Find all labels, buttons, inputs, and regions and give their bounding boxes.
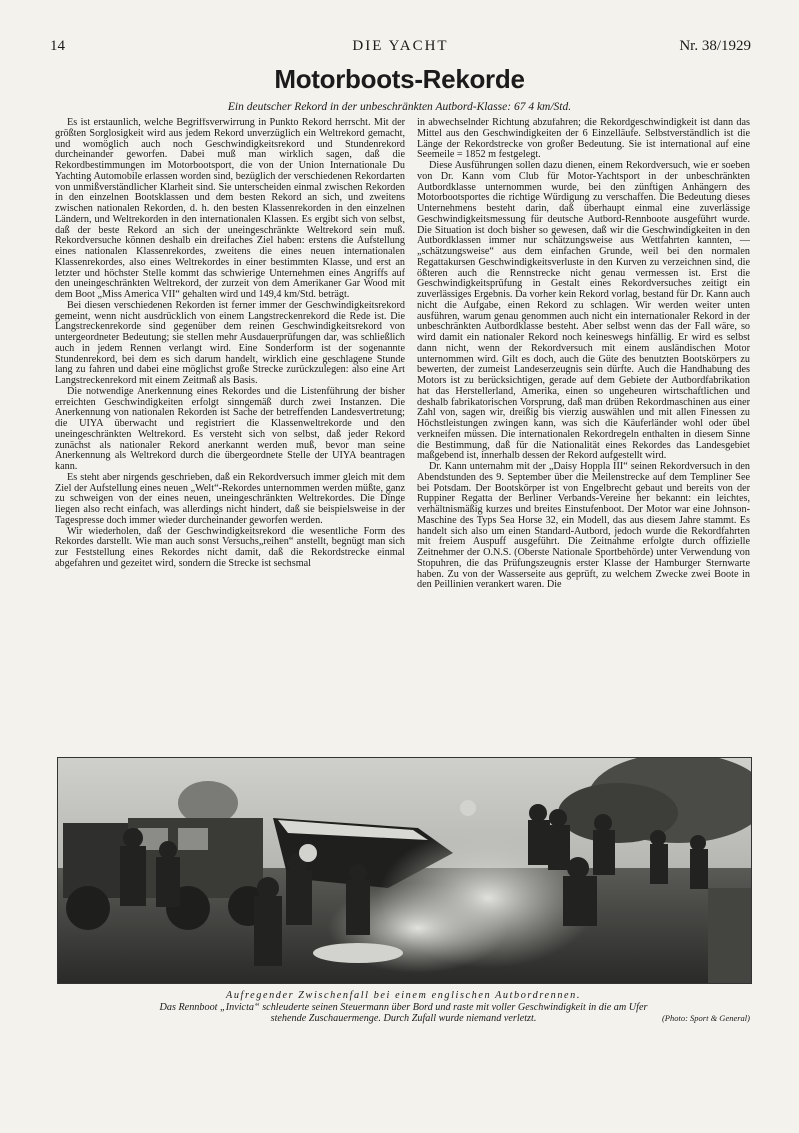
page-header	[50, 38, 751, 56]
article-column-right	[417, 118, 750, 743]
paragraph: Es ist erstaunlich, welche Begriffsverwirrung in Punkto Rekord herrscht. Mit der größten Sorglosigkeit wird aus jedem Rekord unverzüglich ein Weltrekord gemacht, und womöglich auch noch Geschwindigkeitsrekord und Stundenrekord durcheinander geworfen. Dabei muß man wirklich sagen, daß die Rekordbestimmungen im Motorbootsport, die von der Union Internationale Du Yachting Automobile erlassen worden sind, bezüglich der verschiedenen Rekordarten von unmißverständlicher Klarheit sind. Sie unterscheiden einmal zwischen Rekorden in den einzelnen Bootsklassen und dem besten Rekord an sich, und zweitens zwischen nationalen Rekorden, d. h. den besten Klassenrekorden in den einzelnen Ländern, und Weltrekorden in den internationalen Klassen. Es ergibt sich von selbst, daß der beste Rekord an sich der uneingeschränkte Weltrekord sein muß. Rekordversuche können deshalb ein dreifaches Ziel haben: erstens die Aufstellung eines nationalen Klassenrekordes, zweitens die eines neuen internationalen Klassenrekordes, also eines Weltrekordes in einer bestimmten Klasse, und erst an letzter und höchster Stelle kommt das schwierige Unternehmen eines Angriffs auf den uneingeschränkten Weltrekord, der zurzeit von dem Amerikaner Gar Wood mit dem Boot „Miss America VII“ gehalten wird und 149,4 km/Std. beträgt.	[55, 118, 405, 300]
issue-number: Nr. 38/1929	[679, 38, 751, 54]
article-column-left	[55, 118, 405, 743]
paragraph: in abwechselnder Richtung abzufahren; die Rekordgeschwindigkeit ist dann das Mittel aus den Geschwindigkeiten der 6 Einzelläufe. Selbstverständlich ist die Länge der Rekordstrecke von großer Bedeutung. Sie ist international auf eine Seemeile = 1852 m festgelegt.	[417, 118, 750, 161]
article-title: Motorboots-Rekorde	[274, 64, 525, 94]
masthead: DIE YACHT	[352, 38, 449, 54]
paragraph: Diese Ausführungen sollen dazu dienen, einem Rekordversuch, wie er soeben von Dr. Kann vom Club für Motor-Yachtsport in der unbeschränkten Autbordklasse unternommen wurde, bei den zünftigen Anhängern des Motorbootsportes die richtige Würdigung zu verschaffen. Die Bedeutung dieses Unternehmens besteht darin, daß überhaupt einmal eine zuverlässige Geschwindigkeitsmessung für deutsche Autbord-Rennboote ausgeführt wurde. Die Situation ist doch bisher so gewesen, daß wir die Geschwindigkeiten in den Autbordklassen immer nur schätzungsweise aus Wettfahrten kannten, — „schätzungsweise“ aus dem einfachen Grunde, weil bei den normalen Regattakursen Geschwindigkeitsverluste in den Kurven zu verzeichnen sind, die ößteren auch die Rennstrecke nicht genau vermessen ist. Erst die Geschwindigkeitsprüfung in Gestalt eines Rekordversuches zeitigt ein zuverlässiges Ergebnis. Da vorher kein Rekord vorlag, bestand für Dr. Kann auch nicht die Aufgabe, einen Rekord zu schlagen. Wir werden weiter unten ausführen, warum genau genommen auch nicht ein internationaler Rekord in der unbeschränkten Autbordklasse besteht. Aber selbst wenn das der Fall wäre, so wird damit ein nationaler Rekord noch keineswegs hinfällig. Er wird es selbst dann nicht, wenn der Rekordversuch mit einem ausländischen Motor unternommen wird. Gilt es doch, auch die Güte des benutzten Bootskörpers zu bewerten, der zumeist Landeserzeugnis sein dürfte. Auch die Handhabung des Motors ist zu berücksichtigen, gerade auf dem Gebiete der Autbordfabrikation hat das Herstellerland, Amerika, einen so ungeheuren wirtschaftlichen und deshalb fabrikatorischen Vorsprung, daß man drüben Rekordmaschinen aus einer Zahl von, sagen wir, dreißig bis vierzig auswählen und mit allen Finessen zu Höchstleistungen zwingen kann, was sich die Käuferländer wohl oder übel verkneifen müssen. Die internationalen Rekordregeln enthalten in diesem Sinne die Bestimmung, daß für die Nationalität eines Rekordes das Landesgebiet maßgebend ist, innerhalb dessen der Rekord aufgestellt wird.	[417, 160, 750, 462]
caption-line-2: Das Rennboot „Invicta“ schleuderte seinen Steuermann über Bord und raste mit voller Geschwindigkeit in die am Ufer	[159, 1001, 648, 1013]
paragraph: Die notwendige Anerkennung eines Rekordes und die Listenführung der bisher erreichten Geschwindigkeiten erfolgt sinngemäß durch zwei Instanzen. Die Anerkennung von nationalen Rekorden ist Sache der betreffenden Landesvertretung; die UIYA überwacht und registriert die Klassenweltrekorde und den uneingeschränkten Weltrekord. Es versteht sich von selbst, daß jeder Rekord zunächst als nationaler Rekord anerkannt werden muß, bevor man seine Anerkennung als Weltrekord durch die übergeordnete Stelle der UIYA beantragen kann.	[55, 385, 405, 472]
caption-line-3: stehende Zuschauermenge. Durch Zufall wurde niemand verletzt.	[270, 1013, 537, 1025]
paragraph: Wir wiederholen, daß der Geschwindigkeitsrekord die wesentliche Form des Rekordes darstellt. Wie man auch sonst Versuchs„reihen“ anstellt, begnügt man sich zur Feststellung eines Rekordes nicht damit, daß die Rekordstrecke einmal abgefahren und gezeitet wird, sondern die Strecke ist sechsmal	[55, 525, 405, 569]
photo-caption	[57, 990, 750, 1025]
paragraph: Es steht aber nirgends geschrieben, daß ein Rekordversuch immer gleich mit dem Ziel der Aufstellung eines neuen „Welt“-Rekordes unternommen werden müßte, ganz zu schweigen von der eines neuen, uneingeschränkten Weltrekordes. Die Dinge liegen also recht einfach, was allerdings nicht hindert, daß sie beispielsweise in der Tagespresse doch immer wieder durcheinander geworfen werden.	[55, 471, 405, 526]
photo-credit: (Photo: Sport & General)	[661, 1013, 750, 1023]
caption-line-1: Aufregender Zwischenfall bei einem englischen Autbordrennen.	[226, 990, 581, 1001]
paragraph: Bei diesen verschiedenen Rekorden ist ferner immer der Geschwindigkeitsrekord gemeint, wenn nicht ausdrücklich von einem Langstreckenrekord die Rede ist. Die Langstreckenrekorde sind gegenüber dem reinen Geschwindigkeitsrekord von untergeordneter Bedeutung; sie stellen mehr Ausdauerprüfungen dar, was schließlich auch in jedem Rennen verlangt wird. Eine Sonderform ist der sogenannte Stundenrekord, bei dem es sich darum handelt, wirklich eine geschlagene Stunde lang zu fahren und dabei eine möglichst große Strecke zurückzulegen: also eine Art Langstreckenrekord mit einem Zeitmaß als Basis.	[55, 299, 405, 386]
paragraph: Dr. Kann unternahm mit der „Daisy Hoppla III“ seinen Rekordversuch in den Abendstunden des 9. September über die Meilenstrecke auf dem Templiner See bei Potsdam. Der Bootskörper ist von Engelbrecht gebaut und bereits von der Ruppiner Regatta der Berliner Verbands-Vereine her bekannt: ein leichtes, verhältnismäßig kurzes und breites Einstufenboot. Der Motor war eine Johnson-Maschine des Typs Sea Horse 32, ein Modell, das aus diesem Jahre stammt. Es handelt sich also um einen Standard-Autbord, jedoch wurde die Rekordfahrten mit freiem Auspuff ausgeführt. Die Zeitnahme erfolgte durch offizielle Zeitnehmer der O.N.S. (Oberste Nationale Sportbehörde) unter Verwendung von Stopuhren, die das Prüfungszeugnis erster Klasse der Hamburger Sternwarte haben. Zu von der Wasserseite aus geprüft, zu welchem Zwecke zwei Boote in den Peillinien verankert waren. Die	[417, 461, 750, 591]
photo-racing-boat-crash	[57, 757, 752, 984]
article-subtitle: Ein deutscher Rekord in der unbeschränkten Autbord-Klasse: 67 4 km/Std.	[227, 101, 572, 113]
photo-illustration	[58, 758, 751, 983]
page-number: 14	[50, 38, 65, 54]
